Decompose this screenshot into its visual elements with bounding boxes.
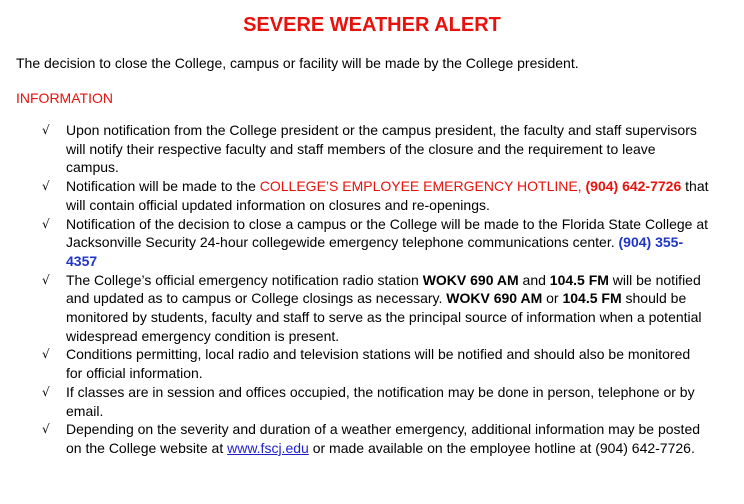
intro-paragraph: The decision to close the College, campus or facility will be made by the College president. bbox=[16, 55, 579, 71]
checkmark-icon: √ bbox=[42, 179, 50, 194]
list-item bbox=[38, 271, 728, 346]
list-item bbox=[38, 420, 728, 457]
radio-station-fm: 104.5 FM bbox=[562, 290, 622, 307]
item-text: If classes are in session and offices occupied, the notification may be done in person, telephone or by email. bbox=[66, 383, 695, 419]
item-text: or made available on the employee hotline at (904) 642-7726. bbox=[308, 439, 695, 456]
item-text: should be monitored by students, faculty and staff to serve as the principal source of information when a potential widespread emergency condition is present. bbox=[66, 290, 702, 344]
checkmark-icon: √ bbox=[42, 422, 50, 437]
checkmark-icon: √ bbox=[42, 384, 50, 399]
list-item bbox=[38, 215, 728, 271]
item-text: that will contain official updated information on closures and re-openings. bbox=[66, 178, 709, 213]
item-text: and bbox=[518, 271, 550, 288]
item-text: Conditions permitting, local radio and television stations will be notified and should also be monitored for official information. bbox=[66, 346, 691, 382]
website-link[interactable]: www.fscj.edu bbox=[227, 439, 309, 456]
radio-station-am: WOKV 690 AM bbox=[446, 290, 543, 307]
list-item-text bbox=[66, 121, 728, 177]
list-item-text bbox=[66, 177, 728, 214]
item-text: Notification of the decision to close a campus or the College will be made to the Florida State College at Jacksonville Security 24-hour collegewide emergency telephone communications center. bbox=[66, 215, 709, 251]
page-title: SEVERE WEATHER ALERT bbox=[243, 14, 501, 36]
hotline-name: COLLEGE’S EMPLOYEE EMERGENCY HOTLINE, bbox=[259, 178, 582, 195]
item-text: or bbox=[542, 290, 563, 307]
list-item bbox=[38, 121, 728, 177]
list-item-text bbox=[66, 271, 728, 346]
item-text: Upon notification from the College president or the campus president, the faculty and staff supervisors will notify their respective faculty and staff members of the closure and the requirement to leave campus. bbox=[66, 122, 697, 176]
checkmark-icon: √ bbox=[42, 272, 50, 287]
section-heading-information: INFORMATION bbox=[16, 90, 113, 106]
list-item-text bbox=[66, 420, 728, 457]
list-item bbox=[38, 177, 728, 214]
hotline-phone-number: (904) 642-7726 bbox=[585, 178, 682, 195]
list-item bbox=[38, 383, 728, 420]
item-text: Depending on the severity and duration of a weather emergency, additional information may be posted on the College website at bbox=[66, 421, 701, 456]
information-list bbox=[38, 121, 728, 458]
checkmark-icon: √ bbox=[42, 216, 50, 231]
list-item bbox=[38, 345, 728, 382]
item-text: Notification will be made to the bbox=[66, 178, 260, 195]
item-text: will be notified and updated as to campus or College closings as necessary. bbox=[66, 271, 701, 307]
radio-station-fm: 104.5 FM bbox=[549, 271, 609, 288]
checkmark-icon: √ bbox=[42, 347, 50, 362]
list-item-text bbox=[66, 215, 728, 271]
security-phone-number: (904) 355-4357 bbox=[66, 234, 684, 269]
checkmark-icon: √ bbox=[42, 123, 50, 137]
radio-station-am: WOKV 690 AM bbox=[422, 271, 519, 288]
list-item-text bbox=[66, 345, 728, 382]
list-item-text bbox=[66, 383, 728, 420]
item-text: The College’s official emergency notification radio station bbox=[66, 271, 423, 288]
